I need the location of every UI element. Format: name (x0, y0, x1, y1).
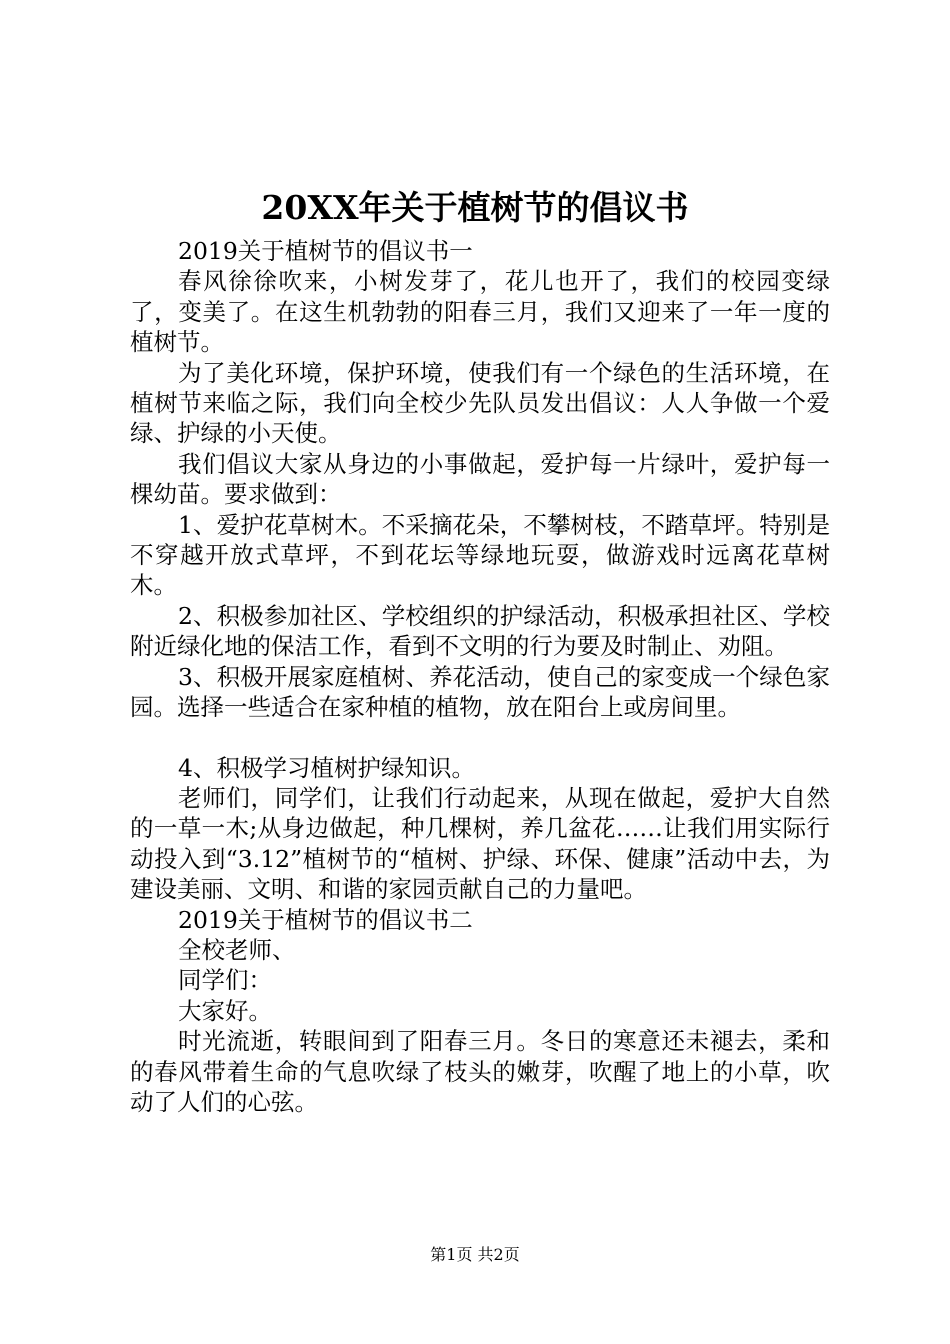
paragraph: 为了美化环境，保护环境，使我们有一个绿色的生活环境，在植树节来临之际，我们向全校少先队员发出倡议：人人争做一个爱绿、护绿的小天使。 (130, 358, 830, 448)
document-body (130, 236, 830, 1117)
paragraph: 我们倡议大家从身边的小事做起，爱护每一片绿叶，爱护每一棵幼苗。要求做到： (130, 449, 830, 509)
list-item: 3、积极开展家庭植树、养花活动，使自己的家变成一个绿色家园。选择一些适合在家种植的植物，放在阳台上或房间里。 (130, 662, 830, 722)
paragraph: 春风徐徐吹来，小树发芽了，花儿也开了，我们的校园变绿了，变美了。在这生机勃勃的阳春三月，我们又迎来了一年一度的植树节。 (130, 267, 830, 357)
page-footer: 第1页 共2页 (430, 1245, 520, 1264)
salutation-line: 同学们： (178, 966, 272, 995)
paragraph: 时光流逝，转眼间到了阳春三月。冬日的寒意还未褪去，柔和的春风带着生命的气息吹绿了枝头的嫩芽，吹醒了地上的小草，吹动了人们的心弦。 (130, 1027, 830, 1116)
list-item: 2、积极参加社区、学校组织的护绿活动，积极承担社区、学校附近绿化地的保洁工作，看到不文明的行为要及时制止、劝阻。 (130, 601, 830, 661)
greeting-line: 大家好。 (178, 996, 272, 1025)
document-title: 20XX年关于植树节的倡议书 (261, 188, 689, 227)
salutation-line: 全校老师、 (178, 935, 296, 964)
paragraph: 老师们，同学们，让我们行动起来，从现在做起，爱护大自然的一草一木;从身边做起，种几棵树，养几盆花……让我们用实际行动投入到“3.12”植树节的“植树、护绿、环保、健康”活动中去，为建设美丽、文明、和谐的家园贡献自己的力量吧。 (130, 783, 830, 904)
section-heading: 2019关于植树节的倡议书二 (178, 905, 473, 934)
section-heading: 2019关于植树节的倡议书一 (178, 237, 473, 265)
list-item: 4、积极学习植树护绿知识。 (178, 753, 475, 782)
list-item: 1、爱护花草树木。不采摘花朵，不攀树枝，不踏草坪。特别是不穿越开放式草坪，不到花坛等绿地玩耍，做游戏时远离花草树木。 (130, 510, 830, 600)
